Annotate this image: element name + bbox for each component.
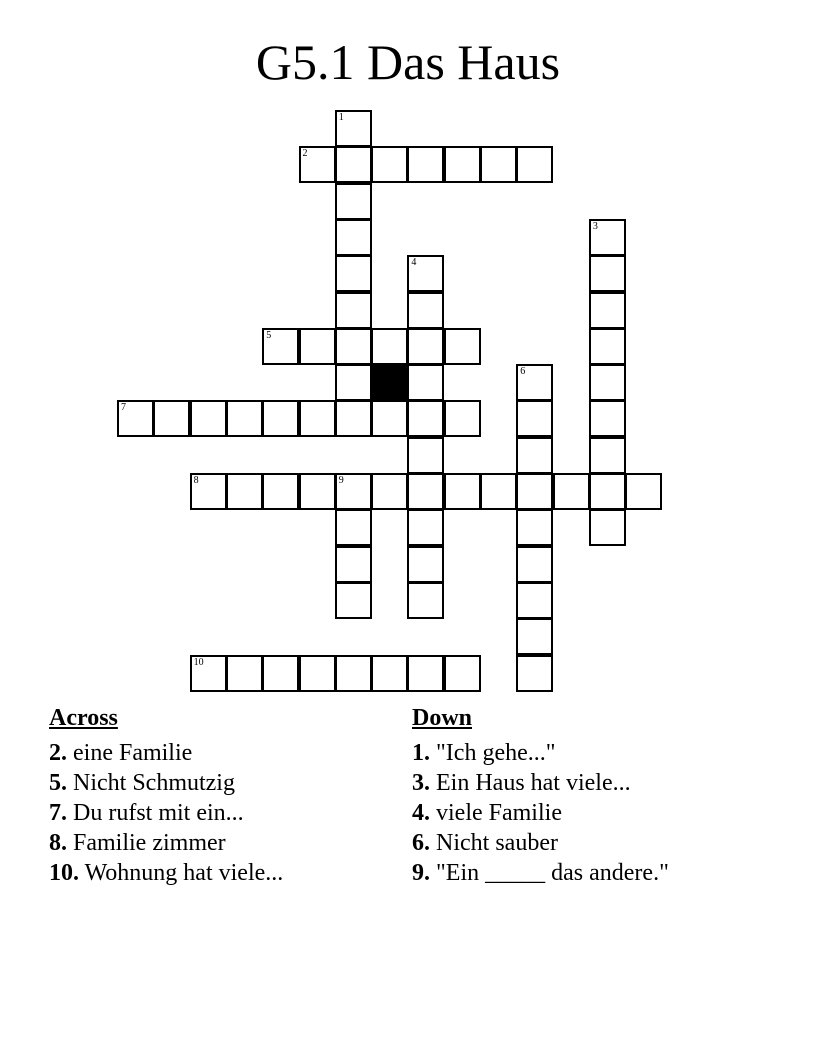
- grid-cell[interactable]: [299, 328, 336, 365]
- grid-cell[interactable]: [589, 292, 626, 329]
- grid-cell[interactable]: [153, 400, 190, 437]
- grid-cell[interactable]: [480, 146, 517, 183]
- grid-cell[interactable]: [516, 618, 553, 655]
- grid-cell[interactable]: [299, 146, 336, 183]
- clue-across-2: 2. eine Familie: [49, 740, 193, 766]
- grid-cell[interactable]: [299, 400, 336, 437]
- clue-down-6: 6. Nicht sauber: [412, 830, 558, 856]
- clue-down-9: 9. "Ein _____ das andere.": [412, 860, 669, 886]
- grid-cell[interactable]: [516, 473, 553, 510]
- grid-cell[interactable]: [335, 328, 372, 365]
- grid-cell[interactable]: [299, 655, 336, 692]
- grid-cell[interactable]: [589, 473, 626, 510]
- grid-cell[interactable]: [335, 655, 372, 692]
- grid-cell[interactable]: [335, 473, 372, 510]
- clue-number: 6: [520, 366, 526, 378]
- grid-cell[interactable]: [407, 509, 444, 546]
- grid-cell[interactable]: [407, 400, 444, 437]
- grid-cell[interactable]: [335, 110, 372, 147]
- grid-cell[interactable]: [190, 400, 227, 437]
- grid-cell[interactable]: [407, 146, 444, 183]
- grid-cell[interactable]: [407, 437, 444, 474]
- grid-cell[interactable]: [444, 655, 481, 692]
- grid-cell[interactable]: [589, 255, 626, 292]
- grid-cell[interactable]: [480, 473, 517, 510]
- grid-cell[interactable]: [335, 582, 372, 619]
- page-title: G5.1 Das Haus: [255, 34, 561, 90]
- grid-cell[interactable]: [335, 255, 372, 292]
- grid-cell[interactable]: [262, 400, 299, 437]
- grid-cell[interactable]: [371, 146, 408, 183]
- clue-number: 5: [266, 329, 272, 341]
- grid-cell[interactable]: [589, 364, 626, 401]
- grid-cell[interactable]: [589, 509, 626, 546]
- grid-cell[interactable]: [190, 655, 227, 692]
- grid-cell[interactable]: [516, 364, 553, 401]
- grid-cell[interactable]: [553, 473, 590, 510]
- clue-number: 2: [302, 148, 308, 160]
- grid-cell[interactable]: [226, 655, 263, 692]
- grid-cell[interactable]: [444, 146, 481, 183]
- grid-cell[interactable]: [589, 328, 626, 365]
- clue-down-1: 1. "Ich gehe...": [412, 740, 556, 766]
- clue-number: 1: [338, 112, 344, 123]
- grid-cell[interactable]: [407, 364, 444, 401]
- clue-number: 9: [338, 475, 344, 486]
- grid-cell[interactable]: [407, 655, 444, 692]
- clue-number: 8: [193, 475, 199, 486]
- grid-cell[interactable]: [407, 473, 444, 510]
- down-heading: Down: [412, 705, 473, 731]
- grid-cell[interactable]: [625, 473, 662, 510]
- black-cell: [371, 364, 408, 401]
- grid-cell[interactable]: [516, 509, 553, 546]
- grid-cell[interactable]: [335, 183, 372, 220]
- grid-cell[interactable]: [444, 328, 481, 365]
- across-clues: [49, 702, 283, 888]
- grid-cell[interactable]: [371, 655, 408, 692]
- clue-across-7: 7. Du rufst mit ein...: [49, 800, 244, 826]
- grid-cell[interactable]: [516, 546, 553, 583]
- grid-cell[interactable]: [335, 400, 372, 437]
- grid-cell[interactable]: [407, 255, 444, 292]
- grid-cell[interactable]: [407, 292, 444, 329]
- clue-down-3: 3. Ein Haus hat viele...: [412, 770, 631, 796]
- grid-cell[interactable]: [589, 219, 626, 256]
- grid-cell[interactable]: [444, 473, 481, 510]
- down-clues: [412, 702, 669, 888]
- grid-cell[interactable]: [371, 473, 408, 510]
- grid-cell[interactable]: [335, 546, 372, 583]
- grid-cell[interactable]: [335, 509, 372, 546]
- grid-cell[interactable]: [589, 400, 626, 437]
- grid-cell[interactable]: [407, 546, 444, 583]
- grid-cell[interactable]: [371, 400, 408, 437]
- grid-cell[interactable]: [262, 328, 299, 365]
- grid-cell[interactable]: [335, 219, 372, 256]
- clue-number: 3: [592, 220, 598, 232]
- clue-across-8: 8. Familie zimmer: [49, 830, 226, 856]
- grid-cell[interactable]: [516, 655, 553, 692]
- grid-cell[interactable]: [335, 292, 372, 329]
- clue-number: 7: [121, 402, 126, 414]
- grid-cell[interactable]: [299, 473, 336, 510]
- clue-number: 4: [411, 257, 417, 269]
- grid-cell[interactable]: [407, 328, 444, 365]
- grid-cell[interactable]: [407, 582, 444, 619]
- grid-cell[interactable]: [262, 473, 299, 510]
- grid-cell[interactable]: [444, 400, 481, 437]
- grid-cell[interactable]: [335, 146, 372, 183]
- grid-cell[interactable]: [516, 400, 553, 437]
- across-heading: Across: [49, 705, 118, 731]
- grid-cell[interactable]: [226, 473, 263, 510]
- grid-cell[interactable]: [371, 328, 408, 365]
- grid-cell[interactable]: [190, 473, 227, 510]
- grid-cell[interactable]: [117, 400, 154, 437]
- grid-cell[interactable]: [226, 400, 263, 437]
- clue-number: 10: [193, 656, 204, 668]
- clue-across-10: 10. Wohnung hat viele...: [49, 860, 284, 886]
- grid-cell[interactable]: [335, 364, 372, 401]
- grid-cell[interactable]: [589, 437, 626, 474]
- grid-cell[interactable]: [516, 146, 553, 183]
- grid-cell[interactable]: [262, 655, 299, 692]
- grid-cell[interactable]: [516, 437, 553, 474]
- clue-down-4: 4. viele Familie: [412, 800, 562, 826]
- grid-cell[interactable]: [516, 582, 553, 619]
- clue-across-5: 5. Nicht Schmutzig: [49, 770, 235, 796]
